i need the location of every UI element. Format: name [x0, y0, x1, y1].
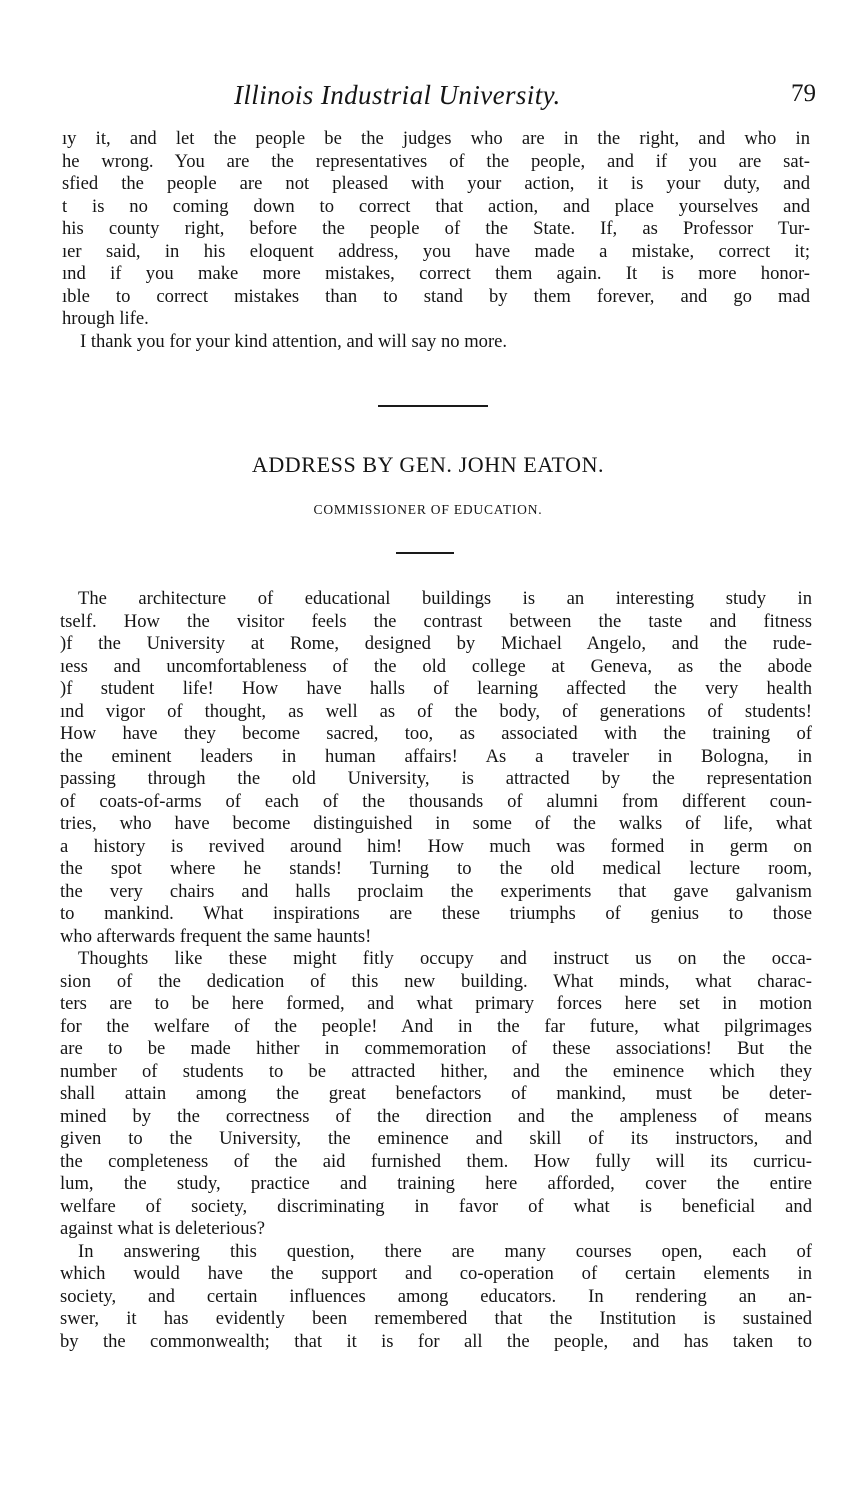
text-line: How have they become sacred, too, as associated with the training of [60, 723, 812, 744]
text-line: the eminent leaders in human affairs! As a traveler in Bologna, in [60, 745, 812, 767]
text-line: tself. How the visitor feels the contrast between the taste and fitness [60, 610, 812, 632]
text-line: he wrong. You are the representatives of the people, and if you are sat- [62, 150, 810, 172]
running-title: Illinois Industrial University. [234, 80, 561, 110]
text-line: tries, who have become distinguished in some of the walks of life, what [60, 813, 812, 834]
text-line: In answering this question, there are many courses open, each of [78, 1240, 812, 1262]
text-line: swer, it has evidently been remembered that the Institution is sustained [60, 1308, 812, 1329]
text-line: )f student life! How have halls of learning affected the very health [60, 678, 812, 699]
text-line: The architecture of educational buildings is an interesting study in [78, 588, 812, 609]
text-line: ters are to be here formed, and what primary forces here set in motion [60, 993, 812, 1014]
text-line: lum, the study, practice and training here afforded, cover the entire [60, 1173, 812, 1194]
text-line: society, and certain influences among educators. In rendering an an- [60, 1285, 812, 1307]
text-line: are to be made hither in commemoration of these associations! But the [60, 1038, 812, 1059]
text-line: to mankind. What inspirations are these triumphs of genius to those [60, 903, 812, 924]
text-line: ıble to correct mistakes than to stand by them forever, and go mad [62, 285, 810, 307]
text-line: mined by the correctness of the direction and the ampleness of means [60, 1105, 812, 1127]
text-line: sion of the dedication of this new building. What minds, what charac- [60, 970, 812, 992]
text-line: hrough life. [62, 308, 149, 329]
text-line: for the welfare of the people! And in the far future, what pilgrimages [60, 1015, 812, 1037]
text-line: ınd vigor of thought, as well as of the body, of generations of students! [60, 700, 812, 722]
text-line: t is no coming down to correct that action, and place yourselves and [62, 195, 810, 217]
address-title: ADDRESS BY GEN. JOHN EATON. [251, 452, 605, 477]
text-line: ıess and uncomfortableness of the old college at Geneva, as the abode [60, 655, 812, 677]
text-line: ınd if you make more mistakes, correct them again. It is more honor- [62, 263, 810, 284]
text-line: I thank you for your kind attention, and will say no more. [80, 330, 508, 352]
text-line: sfied the people are not pleased with your action, it is your duty, and [62, 173, 810, 194]
text-line: the very chairs and halls proclaim the experiments that gave galvanism [60, 880, 812, 902]
text-line: Thoughts like these might fitly occupy and instruct us on the occa- [78, 948, 812, 969]
text-line: passing through the old University, is attracted by the representation [60, 768, 812, 789]
address-subtitle: COMMISSIONER OF EDUCATION. [313, 502, 543, 517]
running-head [60, 80, 820, 112]
text-line: shall attain among the great benefactors of mankind, must be deter- [60, 1083, 812, 1104]
text-line: his county right, before the people of the State. If, as Professor Tur- [62, 218, 810, 239]
text-line: given to the University, the eminence and skill of its instructors, and [60, 1128, 812, 1149]
address-text [60, 588, 812, 1353]
text-line: the spot where he stands! Turning to the old medical lecture room, [60, 858, 812, 879]
previous-speech-text [62, 128, 810, 353]
heading-divider-rule [396, 552, 454, 554]
text-line: who afterwards frequent the same haunts! [60, 925, 372, 947]
text-line: which would have the support and co-operation of certain elements in [60, 1263, 812, 1284]
text-line: ıer said, in his eloquent address, you have made a mistake, correct it; [62, 240, 810, 262]
text-line: number of students to be attracted hither, and the eminence which they [60, 1060, 812, 1082]
text-line: against what is deleterious? [60, 1218, 265, 1239]
text-line: )f the University at Rome, designed by Michael Angelo, and the rude- [60, 633, 812, 654]
text-line: a history is revived around him! How much was formed in germ on [60, 835, 812, 857]
section-divider-rule [378, 405, 488, 407]
text-line: of coats-of-arms of each of the thousands of alumni from different coun- [60, 790, 812, 812]
text-line: ıy it, and let the people be the judges who are in the right, and who in [62, 128, 810, 149]
text-line: welfare of society, discriminating in favor of what is beneficial and [60, 1195, 812, 1217]
page-number: 79 [791, 80, 816, 107]
text-line: by the commonwealth; that it is for all the people, and has taken to [60, 1330, 812, 1352]
text-line: the completeness of the aid furnished them. How fully will its curricu- [60, 1150, 812, 1172]
